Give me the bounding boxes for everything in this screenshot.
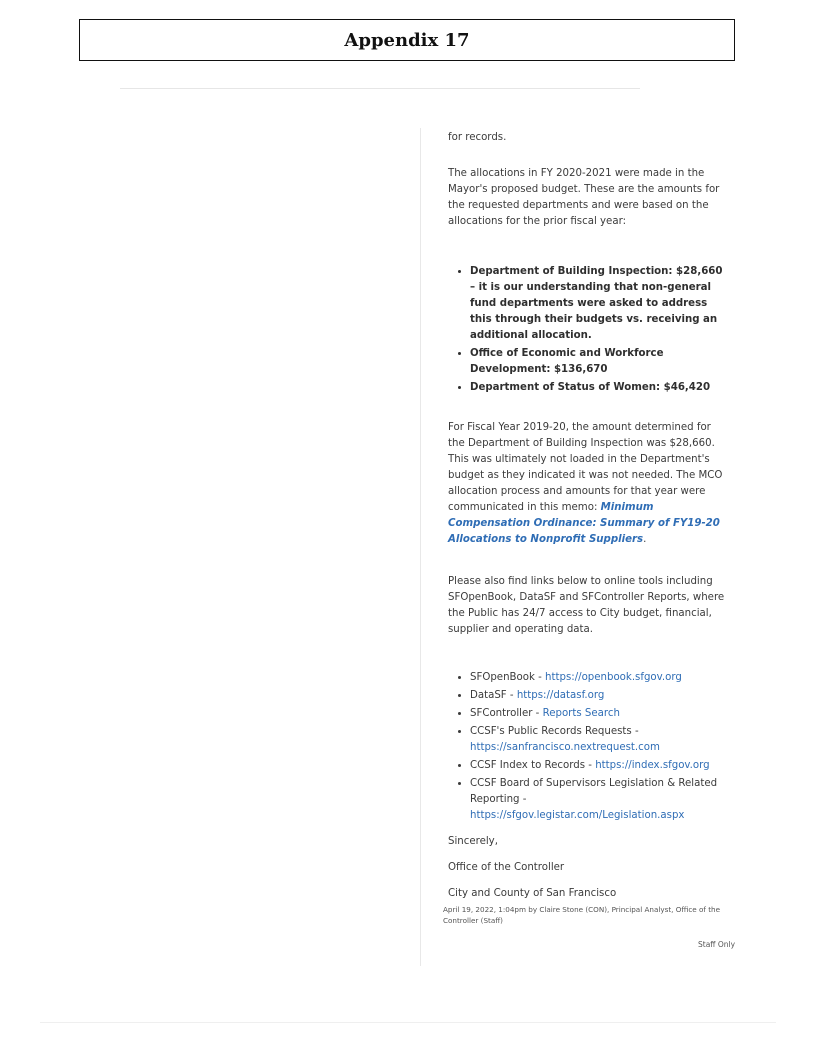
tool-link[interactable]: Reports Search	[542, 708, 620, 719]
tool-label: DataSF -	[470, 690, 517, 701]
timestamp-note: April 19, 2022, 1:04pm by Claire Stone (CON), Principal Analyst, Office of the Controller (Staff)	[443, 905, 721, 925]
allocations-paragraph: The allocations in FY 2020-2021 were made in the Mayor's proposed budget. These are the amounts for the requested departments and were based on the allocations for the prior fiscal year:	[448, 168, 720, 227]
tool-link[interactable]: https://sfgov.legistar.com/Legislation.aspx	[470, 810, 685, 821]
appendix-title: Appendix 17	[344, 29, 470, 51]
allocation-item: • Department of Status of Women: $46,420	[470, 380, 728, 396]
tool-link[interactable]: https://datasf.org	[516, 690, 605, 701]
tool-label: CCSF Board of Supervisors Legislation & Related Reporting -	[470, 778, 718, 805]
memo-link[interactable]: Minimum Compensation Ordinance: Summary of FY19-20 Allocations to Nonprofit Suppliers	[448, 502, 720, 545]
records-fragment: for records.	[448, 132, 507, 143]
online-tools-list	[448, 670, 728, 824]
column-divider	[420, 128, 421, 966]
tool-list-item	[470, 670, 728, 686]
fy-paragraph-text: For Fiscal Year 2019-20, the amount determined for the Department of Building Inspection was $28,660. This was ultimately not loaded in the Department's budget as they indicated it was not needed. The MCO allocation process and amounts for that year were communicated in this memo:	[448, 422, 723, 513]
staff-only-label: Staff Only	[698, 940, 736, 949]
page-bottom-rule	[40, 1022, 776, 1023]
tool-list-item	[470, 776, 728, 824]
appendix-header	[79, 19, 735, 61]
tool-list-item	[470, 724, 728, 756]
tool-link[interactable]: https://sanfrancisco.nextrequest.com	[470, 742, 660, 753]
tool-label: SFOpenBook -	[470, 672, 546, 683]
scan-artifact-line	[120, 88, 640, 89]
signature-city: City and County of San Francisco	[448, 888, 617, 899]
tool-list-item	[470, 758, 728, 774]
tool-link[interactable]: https://index.sfgov.org	[595, 760, 710, 771]
tool-label: CCSF's Public Records Requests -	[470, 726, 639, 737]
tool-label: CCSF Index to Records -	[470, 760, 596, 771]
allocation-list	[448, 264, 728, 396]
tool-list-item	[470, 688, 728, 704]
allocation-item: • Office of Economic and Workforce Development: $136,670	[470, 346, 728, 378]
closing-salutation: Sincerely,	[448, 836, 498, 847]
signature-office: Office of the Controller	[448, 862, 565, 873]
allocation-item: • Department of Building Inspection: $28,660 – it is our understanding that non-general fund departments were asked to address this through their budgets vs. receiving an additional allocation.	[470, 264, 728, 344]
tool-list-item	[470, 706, 728, 722]
tool-label: SFController -	[470, 708, 543, 719]
tool-link[interactable]: https://openbook.sfgov.org	[545, 672, 682, 683]
document-body	[448, 130, 728, 902]
fy-paragraph	[448, 420, 728, 548]
links-paragraph: Please also find links below to online tools including SFOpenBook, DataSF and SFController Reports, where the Public has 24/7 access to City budget, financial, supplier and operating data.	[448, 576, 725, 635]
memo-period: .	[643, 534, 647, 545]
